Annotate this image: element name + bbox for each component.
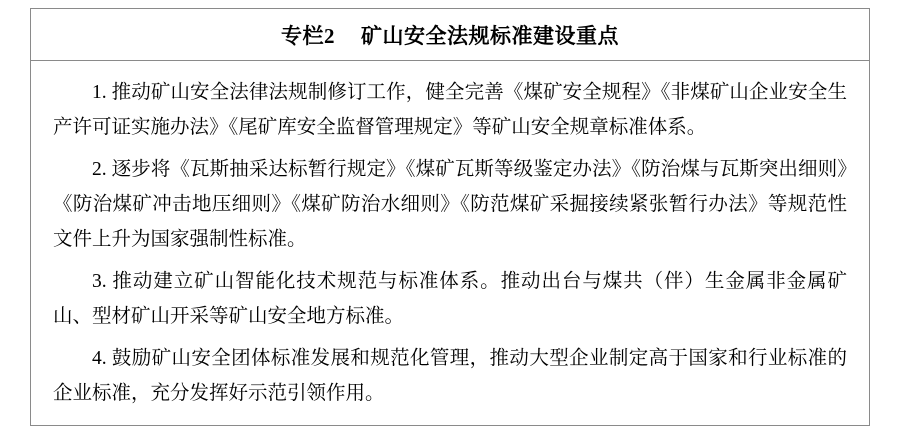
paragraph-3: 3. 推动建立矿山智能化技术规范与标准体系。推动出台与煤共（伴）生金属非金属矿山、型材矿山开采等矿山安全地方标准。 <box>53 271 847 327</box>
paragraph-1: 1. 推动矿山安全法律法规制修订工作，健全完善《煤矿安全规程》《非煤矿山企业安全生产许可证实施办法》《尾矿库安全监督管理规定》等矿山安全规章标准体系。 <box>53 82 847 138</box>
feature-box-header <box>31 9 869 61</box>
feature-box-title <box>281 20 619 50</box>
paragraph-4: 4. 鼓励矿山安全团体标准发展和规范化管理，推动大型企业制定高于国家和行业标准的企业标准，充分发挥好示范引领作用。 <box>53 348 847 404</box>
paragraph-2: 2. 逐步将《瓦斯抽采达标暂行规定》《煤矿瓦斯等级鉴定办法》《防治煤与瓦斯突出细则》《防治煤矿冲击地压细则》《煤矿防治水细则》《防范煤矿采掘接续紧张暂行办法》等规范性文件上升为国家强制性标准。 <box>53 159 847 250</box>
feature-box-body <box>31 61 869 421</box>
feature-box <box>30 8 870 426</box>
feature-box-heading: 矿山安全法规标准建设重点 <box>361 23 619 48</box>
feature-box-number: 专栏2 <box>281 23 335 48</box>
